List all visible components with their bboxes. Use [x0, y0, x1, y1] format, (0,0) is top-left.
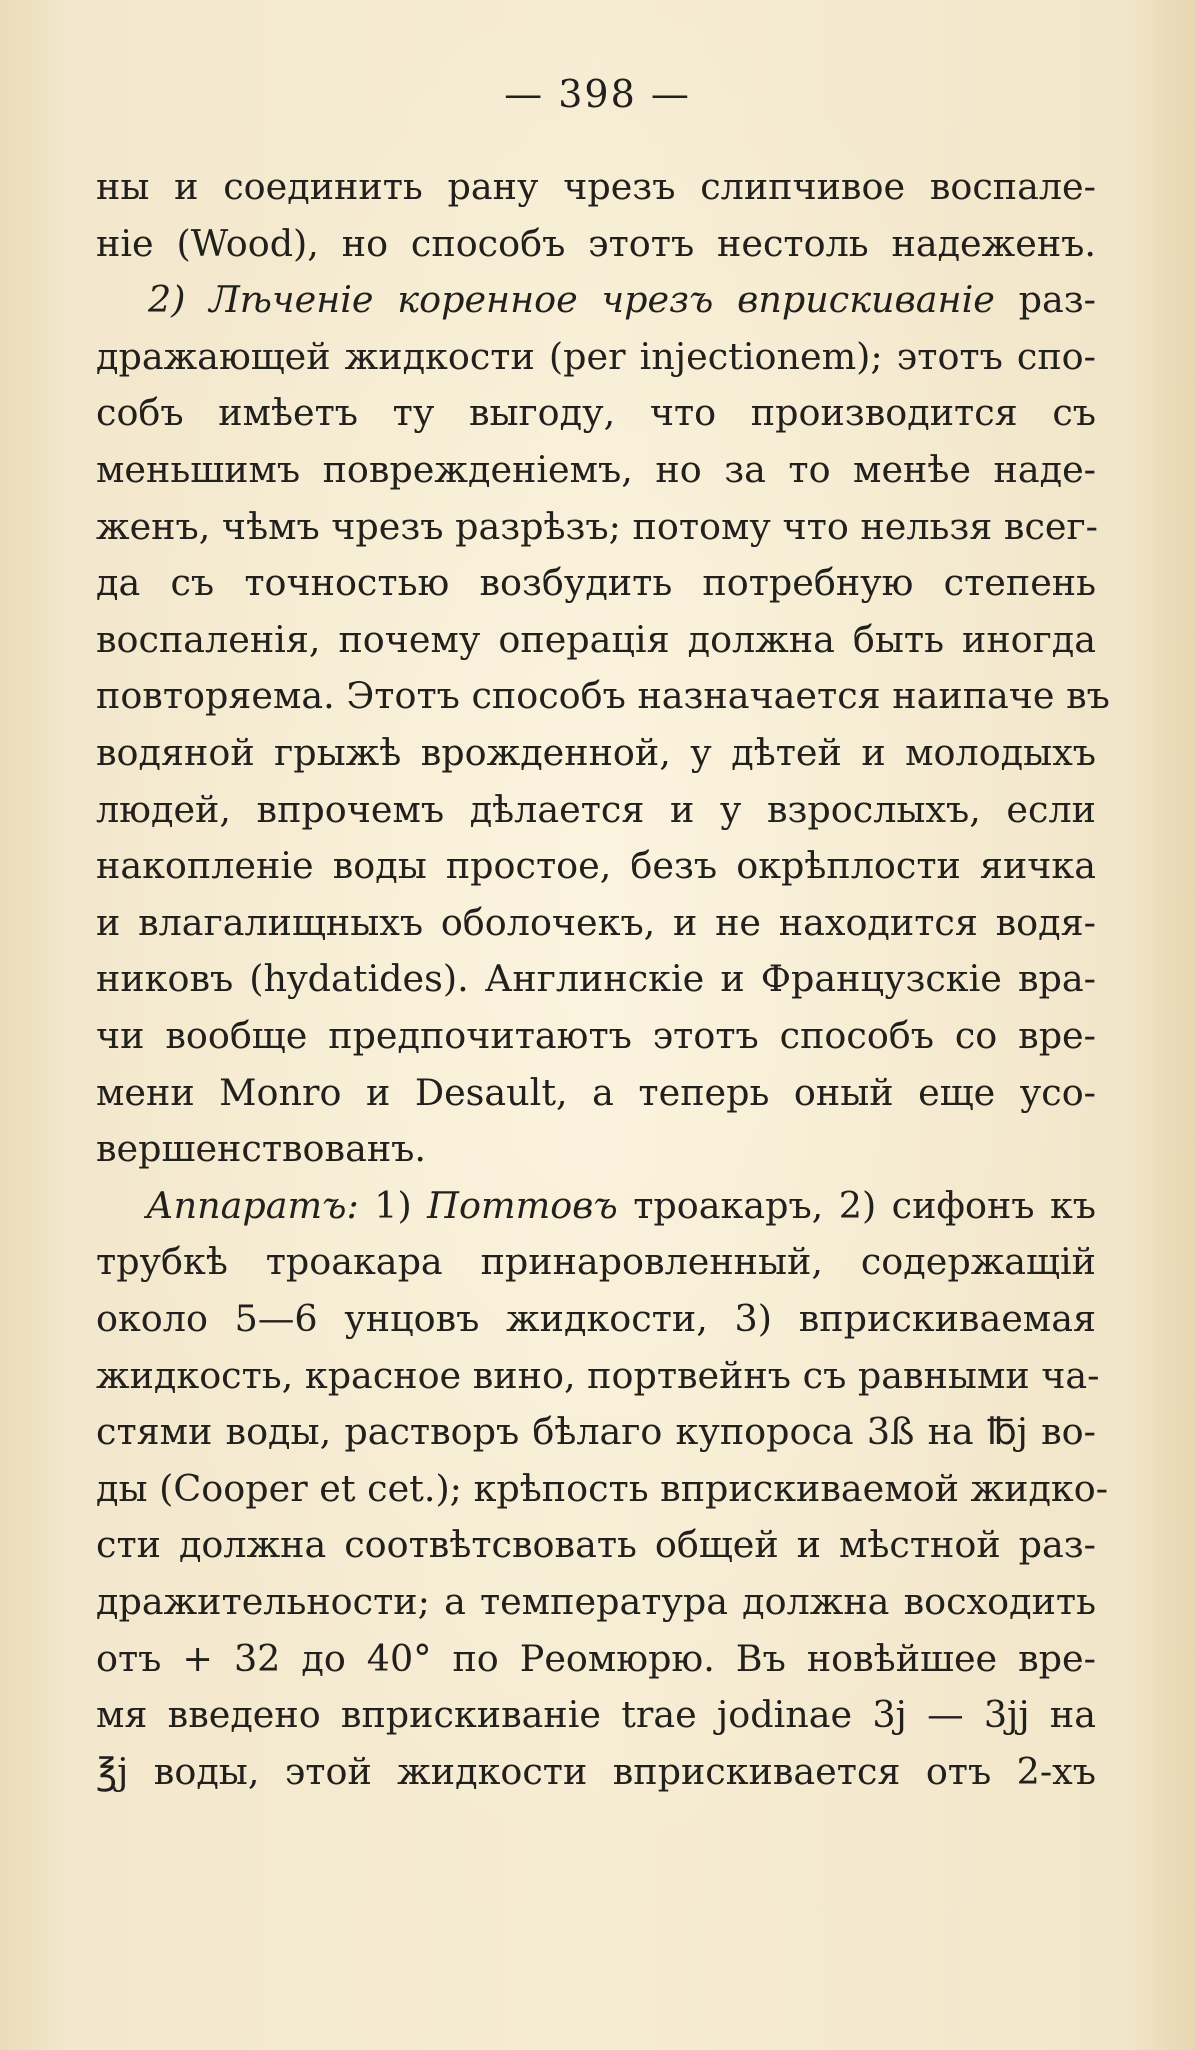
text-line — [96, 166, 1096, 208]
text-line — [96, 1128, 1096, 1170]
text-segment: воспаленія, почему операція должна быть иногда — [96, 617, 1096, 661]
text-line — [96, 1694, 1096, 1736]
text-segment: меньшимъ поврежденіемъ, но за то менѣе наде- — [96, 448, 1096, 491]
text-segment: дражительности; а температура должна восходить — [96, 1580, 1096, 1623]
text-line — [96, 1241, 1096, 1283]
text-line — [96, 902, 1096, 944]
text-line — [96, 1638, 1096, 1680]
text-line — [96, 1185, 1096, 1227]
text-line — [96, 279, 1096, 321]
text-line — [96, 506, 1096, 548]
text-segment: повторяема. Этотъ способъ назначается наипаче въ — [96, 674, 1110, 718]
text-line — [96, 1466, 1109, 1510]
text-line — [96, 1581, 1096, 1623]
text-segment: накопленіе воды простое, безъ окрѣплости яичка — [96, 844, 1096, 888]
text-line — [96, 845, 1096, 887]
text-segment: мени Monro и Desault, а теперь оный еще усо- — [96, 1070, 1096, 1114]
text-segment: людей, впрочемъ дѣлается и у взрослыхъ, если — [96, 787, 1096, 831]
text-segment: чи вообще предпочитаютъ этотъ способъ со вре- — [96, 1014, 1096, 1057]
text-line — [96, 1072, 1096, 1114]
text-segment: троакаръ, 2) сифонъ къ — [617, 1183, 1097, 1227]
text-line — [96, 958, 1096, 1000]
text-segment: дражающей жидкости (per injectionem); этотъ спо- — [96, 334, 1096, 378]
text-segment: женъ, чѣмъ чрезъ разрѣзъ; потому что нельзя всег- — [96, 504, 1098, 548]
text-segment: и влагалищныхъ оболочекъ, и не находится водя- — [96, 900, 1096, 944]
text-segment: мя введено вприскиваніе trae jodinae 3j — 3jj на — [96, 1693, 1096, 1737]
text-segment: водяной грыжѣ врожденной, у дѣтей и молодыхъ — [96, 731, 1096, 774]
text-line — [96, 619, 1096, 661]
text-segment: около 5—6 унцовъ жидкости, 3) вприскиваемая — [96, 1297, 1096, 1340]
text-segment: отъ + 32 до 40° по Реомюрю. Въ новѣйшее вре- — [96, 1636, 1096, 1680]
text-segment: ℥j воды, этой жидкости вприскивается отъ 2-хъ — [96, 1749, 1096, 1793]
text-line — [96, 1411, 1096, 1453]
text-line — [96, 392, 1096, 434]
text-line — [96, 336, 1096, 378]
text-segment: сти должна соотвѣтсвовать общей и мѣстной раз- — [96, 1523, 1096, 1567]
text-segment: трубкѣ троакара принаровленный, содержащій — [96, 1240, 1096, 1284]
text-segment: да съ точностью возбудить потребную степень — [96, 561, 1096, 605]
text-segment: вершенствованъ. — [96, 1127, 426, 1171]
text-line — [96, 449, 1096, 491]
text-segment: ны и соединить рану чрезъ слипчивое воспале- — [96, 165, 1096, 208]
text-line — [96, 1751, 1096, 1793]
text-line — [96, 223, 1096, 265]
text-segment: жидкость, красное вино, портвейнъ съ равными ча- — [96, 1353, 1100, 1397]
text-line — [96, 562, 1096, 604]
text-line — [96, 1298, 1096, 1340]
italic-text: Поттовъ — [427, 1183, 618, 1227]
page-number: — 398 — — [504, 72, 691, 116]
text-line — [96, 789, 1096, 831]
text-line — [96, 1524, 1096, 1566]
text-line — [96, 1353, 1100, 1397]
text-segment: никовъ (hydatides). Англинскіе и Французскіе вра- — [96, 957, 1096, 1001]
text-line — [96, 1015, 1096, 1057]
italic-text: 2) Лѣченіе коренное чрезъ вприскиваніе — [148, 278, 995, 322]
text-segment: раз- — [994, 278, 1097, 322]
text-segment: ніе (Wood), но способъ этотъ нестоль надеженъ. — [96, 221, 1096, 265]
text-segment: ды (Cooper et cet.); крѣпость вприскиваемой жидко- — [96, 1466, 1109, 1510]
text-segment: собъ имѣетъ ту выгоду, что производится съ — [96, 391, 1096, 435]
italic-text: Аппаратъ: — [146, 1183, 359, 1227]
text-segment: 1) — [358, 1183, 428, 1227]
text-line — [96, 674, 1110, 718]
text-segment: стями воды, растворъ бѣлаго купороса 3ß на ℔j во- — [96, 1410, 1096, 1454]
text-line — [96, 732, 1096, 774]
